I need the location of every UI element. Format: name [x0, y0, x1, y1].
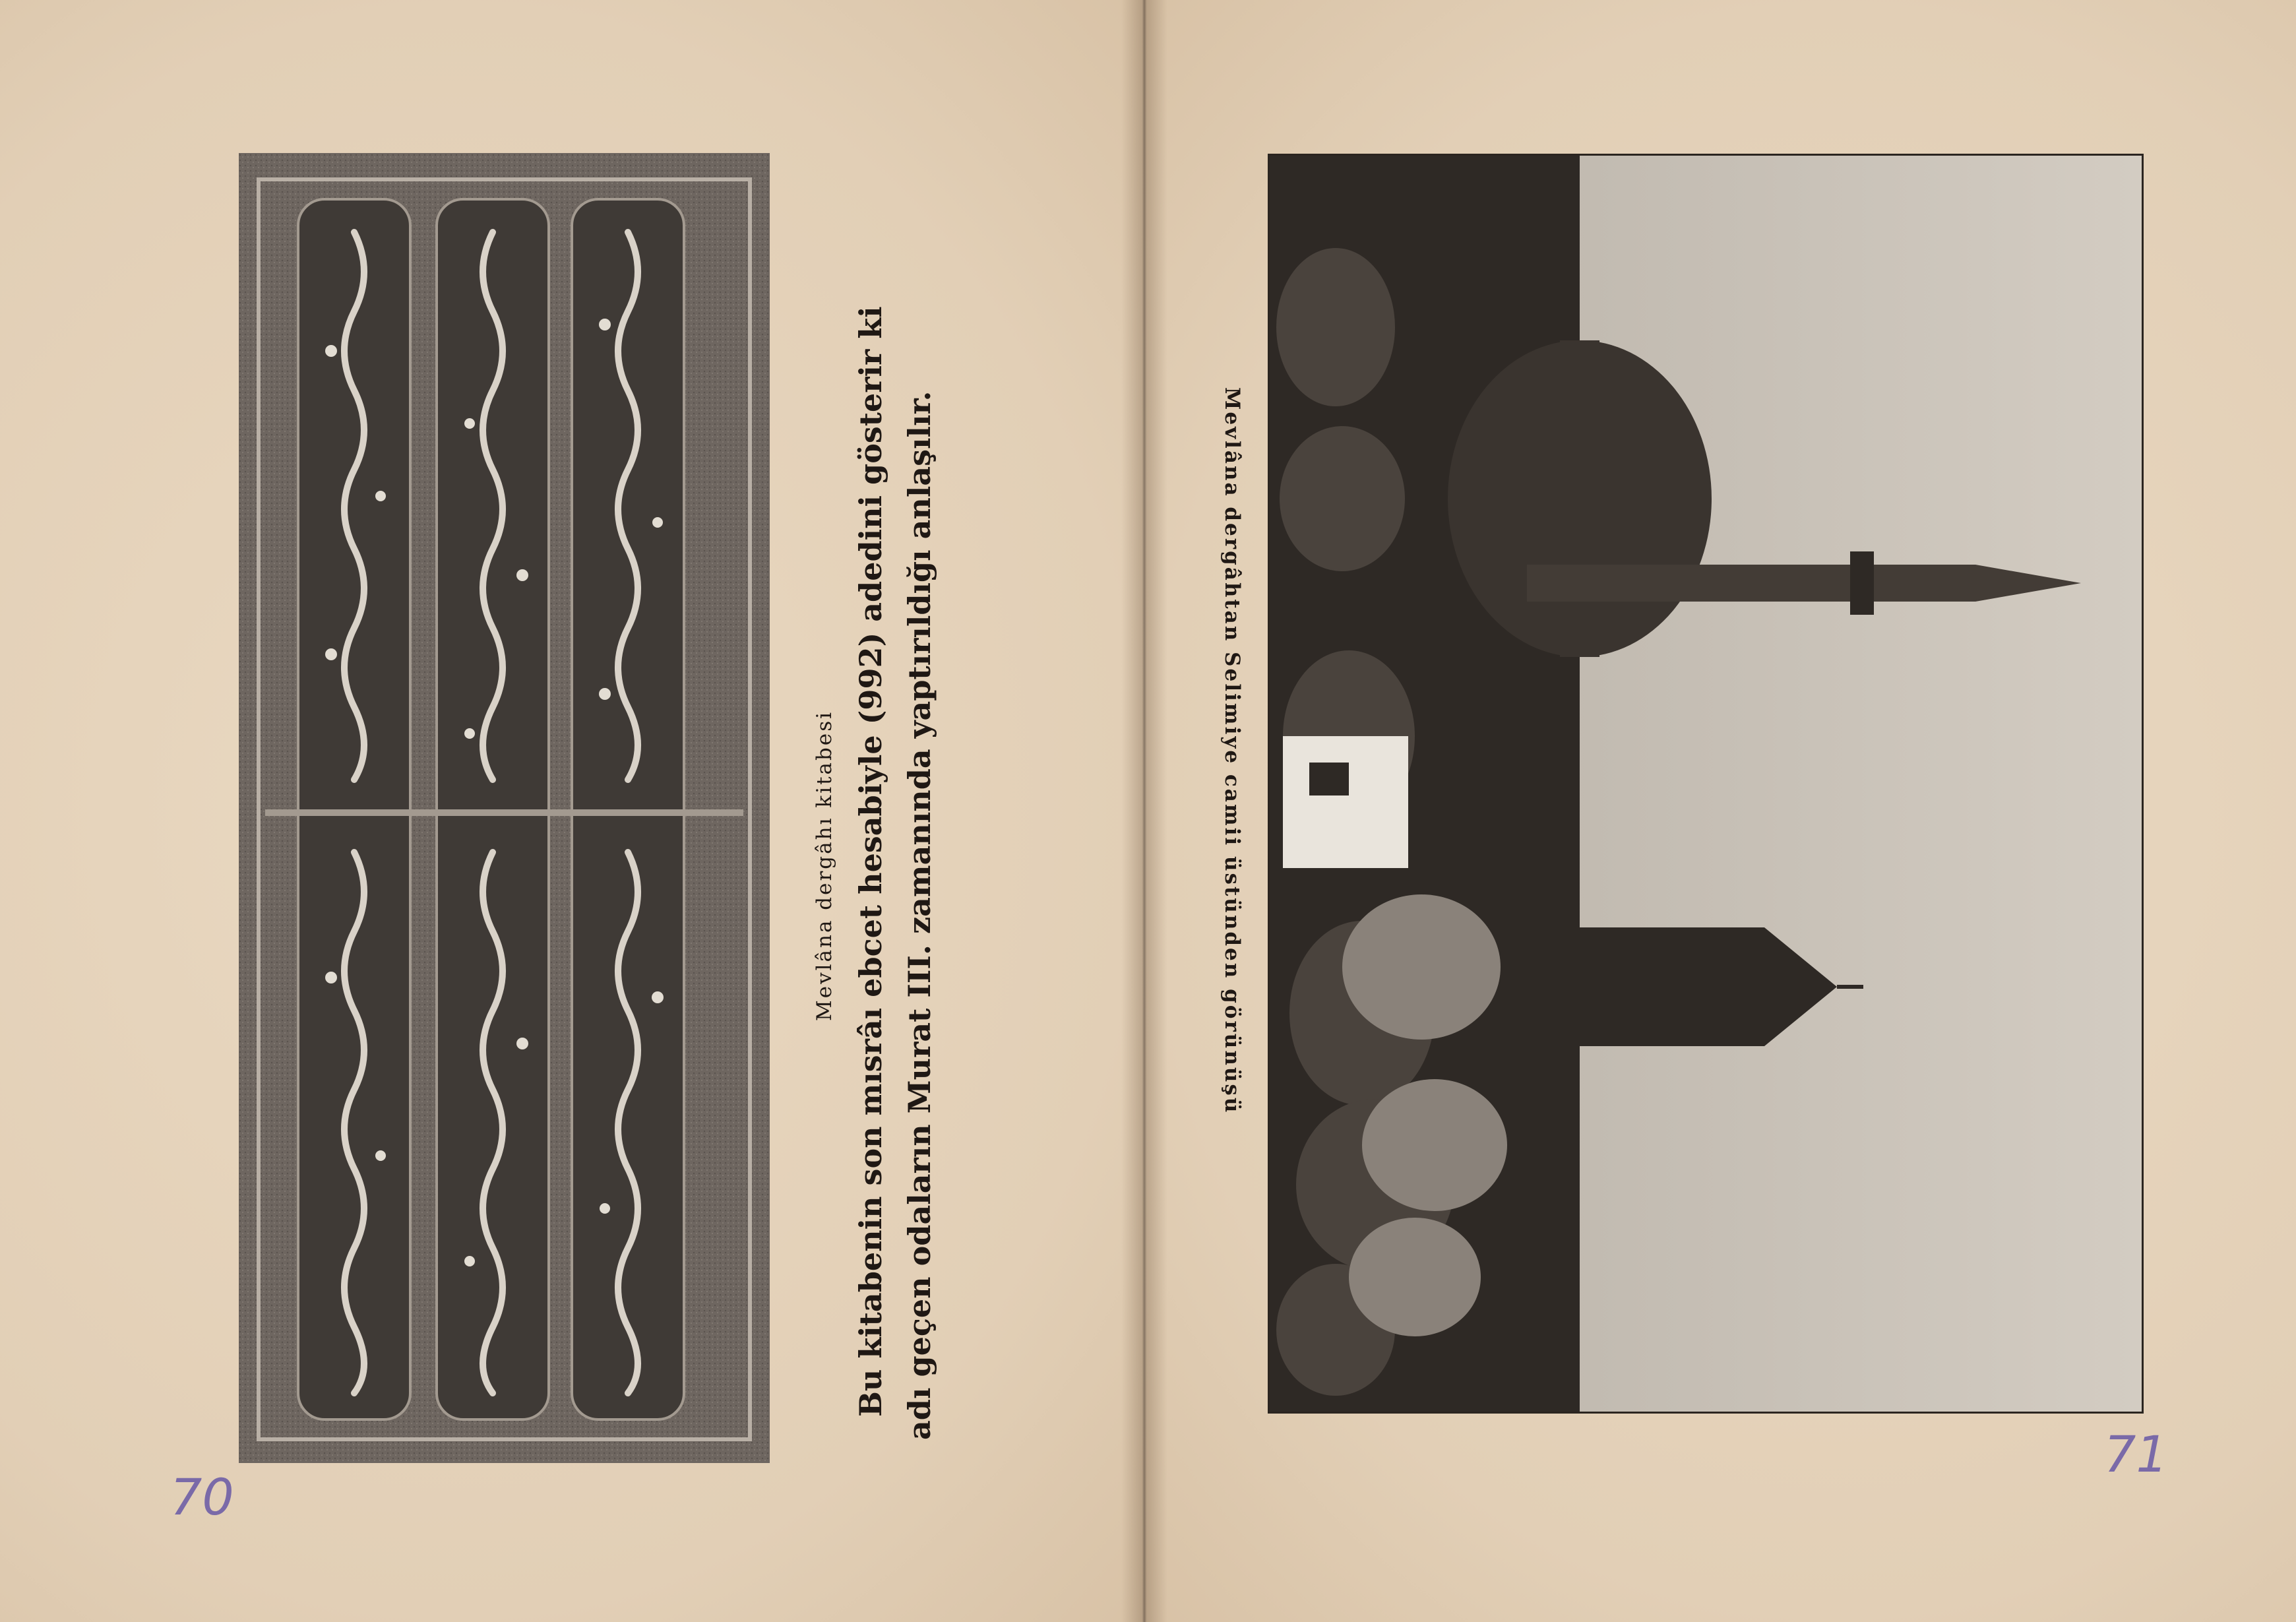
page-number-left: 70: [170, 1468, 234, 1526]
inscription-caption: Mevlâna dergâhı kitabesi: [813, 710, 836, 1021]
body-text-line-2: adı geçen odaların Murat III. zamanında yaptırıldığı anlaşılır.: [902, 390, 937, 1440]
page-number-right: 71: [2104, 1425, 2168, 1483]
mosque-photo-caption: Mevlâna dergâhtan Selimiye camii üstünden görünüşü: [1220, 387, 1244, 1115]
inscription-plate-image: [239, 153, 770, 1463]
mosque-photo: [1270, 156, 2142, 1412]
body-text-line-1: Bu kitabenin son mısrâı ebcet hesabiyle (992) adedini gösterir ki: [853, 306, 888, 1417]
book-gutter: [1121, 0, 1167, 1622]
